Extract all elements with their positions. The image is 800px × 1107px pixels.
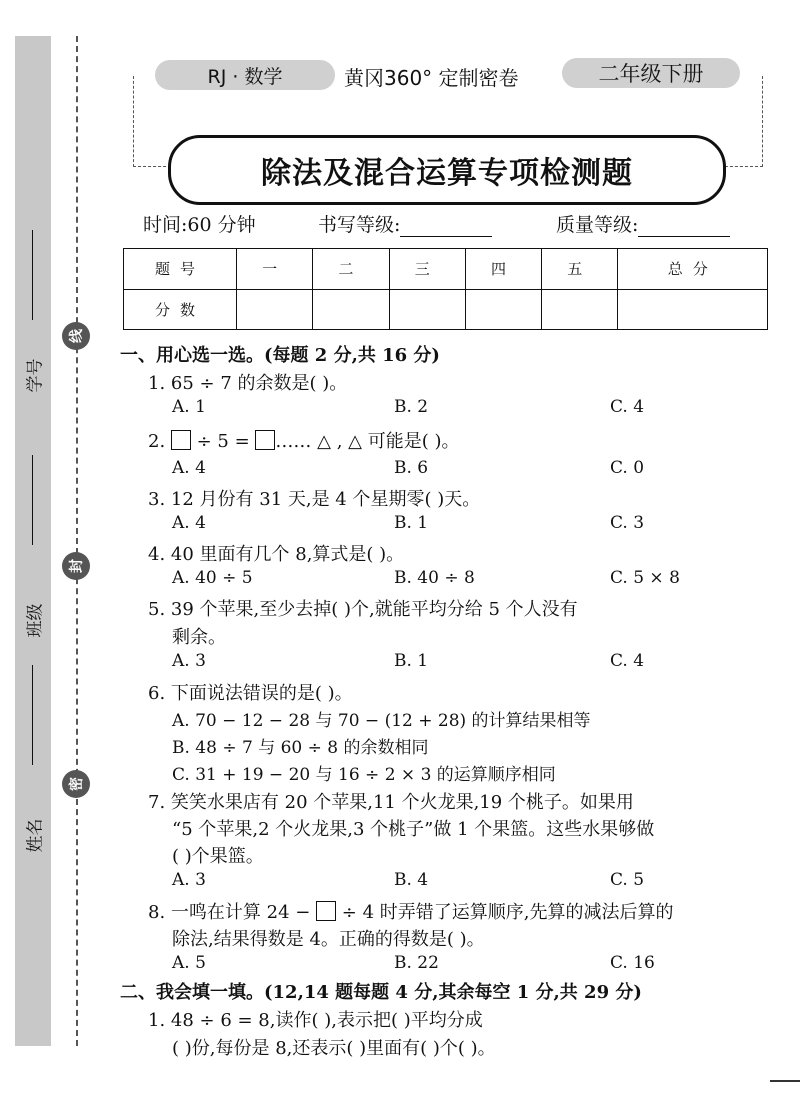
question-8	[148, 898, 673, 924]
question-7-cont2: ( )个果篮。	[172, 846, 264, 867]
score-cell: 四	[465, 249, 541, 290]
seal-secret-mark: 密	[62, 770, 90, 798]
q8-option-b[interactable]: B. 22	[394, 953, 439, 973]
writing-grade	[318, 210, 492, 237]
seal-line-mark: 线	[62, 322, 90, 350]
q1-option-b[interactable]: B. 2	[394, 397, 429, 417]
quality-grade	[556, 210, 730, 237]
time-label: 时间:60 分钟	[143, 214, 256, 236]
q6-option-b[interactable]: B. 48 ÷ 7 与 60 ÷ 8 的余数相同	[172, 738, 429, 758]
q3-option-c[interactable]: C. 3	[610, 513, 645, 533]
q5-option-b[interactable]: B. 1	[394, 651, 429, 671]
q2-part1: ÷ 5 =	[190, 431, 256, 452]
section1-title: 一、用心选一选。(每题 2 分,共 16 分)	[120, 345, 440, 366]
question-6: 6. 下面说法错误的是( )。	[148, 683, 353, 704]
score-blank[interactable]	[313, 289, 389, 330]
blank-box-icon	[316, 901, 336, 921]
q2-option-a[interactable]: A. 4	[172, 458, 206, 478]
q2-part2: …… △ , △ 可能是( )。	[275, 431, 460, 452]
score-row-label: 分数	[124, 289, 237, 330]
question-3: 3. 12 月份有 31 天,是 4 个星期零( )天。	[148, 489, 481, 510]
q7-option-a[interactable]: A. 3	[172, 870, 206, 890]
q8-option-a[interactable]: A. 5	[172, 953, 206, 973]
q5-option-c[interactable]: C. 4	[610, 651, 645, 671]
class-line	[32, 455, 33, 545]
score-cell: 五	[542, 249, 618, 290]
q8-part1: ÷ 4 时弄错了运算顺序,先算的减法后算的	[336, 902, 674, 923]
score-cell: 三	[389, 249, 465, 290]
question-7-cont: “5 个苹果,2 个火龙果,3 个桃子”做 1 个果篮。这些水果够做	[172, 819, 655, 840]
score-cell: 总分	[618, 249, 768, 290]
seal-seal-mark: 封	[62, 552, 90, 580]
blank-box-icon	[255, 430, 275, 450]
q4-option-c[interactable]: C. 5 × 8	[610, 568, 680, 588]
q8-part0: 8. 一鸣在计算 24 −	[148, 902, 317, 923]
q4-option-b[interactable]: B. 40 ÷ 8	[394, 568, 475, 588]
name-label: 姓名	[25, 818, 46, 853]
quality-grade-blank[interactable]	[638, 218, 730, 237]
grade-pill: 二年级下册	[562, 58, 740, 88]
score-value-row	[124, 289, 768, 330]
q7-option-b[interactable]: B. 4	[394, 870, 429, 890]
question-5-cont: 剩余。	[172, 627, 226, 648]
writing-grade-blank[interactable]	[400, 218, 492, 237]
question-5: 5. 39 个苹果,至少去掉( )个,就能平均分给 5 个人没有	[148, 599, 578, 620]
brand-text: 黄冈360° 定制密卷	[344, 66, 519, 90]
score-table	[123, 248, 768, 330]
score-blank[interactable]	[465, 289, 541, 330]
question-8-cont: 除法,结果得数是 4。正确的得数是( )。	[172, 929, 485, 950]
q8-option-c[interactable]: C. 16	[610, 953, 655, 973]
class-label: 班级	[25, 603, 46, 638]
question-1: 1. 65 ÷ 7 的余数是( )。	[148, 373, 348, 394]
q5-option-a[interactable]: A. 3	[172, 651, 206, 671]
score-blank[interactable]	[542, 289, 618, 330]
question-4: 4. 40 里面有几个 8,算式是( )。	[148, 544, 405, 565]
s2-question-1-cont: ( )份,每份是 8,还表示( )里面有( )个( )。	[172, 1038, 496, 1059]
name-line	[32, 665, 33, 765]
q6-option-c[interactable]: C. 31 + 19 − 20 与 16 ÷ 2 × 3 的运算顺序相同	[172, 765, 556, 785]
score-blank[interactable]	[618, 289, 768, 330]
score-blank[interactable]	[389, 289, 465, 330]
writing-grade-label: 书写等级:	[318, 214, 401, 236]
student-id-line	[32, 230, 33, 320]
score-cell: 一	[237, 249, 313, 290]
q3-option-a[interactable]: A. 4	[172, 513, 206, 533]
subject-pill: RJ · 数学	[155, 60, 335, 90]
q2-option-c[interactable]: C. 0	[610, 458, 645, 478]
score-cell: 二	[313, 249, 389, 290]
page-edge-mark	[770, 1080, 800, 1082]
q1-option-c[interactable]: C. 4	[610, 397, 645, 417]
section2-title: 二、我会填一填。(12,14 题每题 4 分,其余每空 1 分,共 29 分)	[120, 982, 642, 1003]
q4-option-a[interactable]: A. 40 ÷ 5	[172, 568, 253, 588]
q7-option-c[interactable]: C. 5	[610, 870, 645, 890]
student-id-label: 学号	[25, 358, 46, 393]
question-7: 7. 笑笑水果店有 20 个苹果,11 个火龙果,19 个桃子。如果用	[148, 792, 634, 813]
q1-option-a[interactable]: A. 1	[172, 397, 206, 417]
s2-question-1: 1. 48 ÷ 6 = 8,读作( ),表示把( )平均分成	[148, 1010, 483, 1031]
q6-option-a[interactable]: A. 70 − 12 − 28 与 70 − (12 + 28) 的计算结果相等	[172, 711, 591, 731]
quality-grade-label: 质量等级:	[556, 214, 639, 236]
binding-strip	[15, 36, 51, 1046]
score-cell: 题号	[124, 249, 237, 290]
question-2	[148, 427, 459, 453]
score-blank[interactable]	[237, 289, 313, 330]
q3-option-b[interactable]: B. 1	[394, 513, 429, 533]
blank-box-icon	[171, 430, 191, 450]
q2-number: 2.	[148, 431, 171, 452]
page-title: 除法及混合运算专项检测题	[168, 135, 726, 205]
q2-option-b[interactable]: B. 6	[394, 458, 429, 478]
score-header-row	[124, 249, 768, 290]
seal-dashed-line	[76, 36, 78, 1046]
